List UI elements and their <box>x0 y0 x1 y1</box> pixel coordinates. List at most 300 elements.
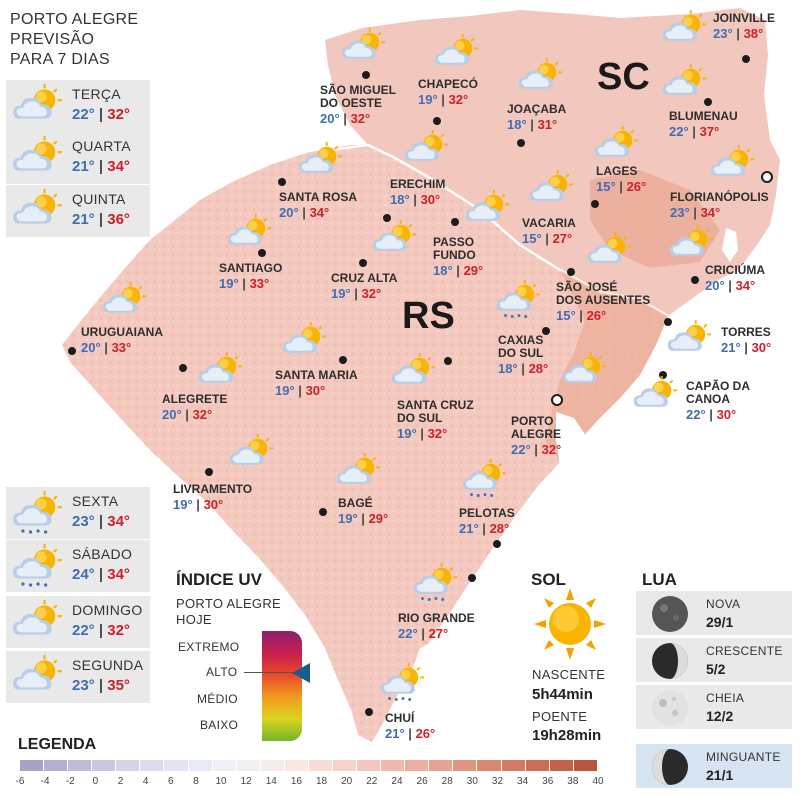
sun-cloud-icon <box>631 376 679 414</box>
city-name: CHAPECÓ <box>418 77 479 91</box>
moon-phase-name: CRESCENTE <box>706 644 783 658</box>
capital-marker <box>761 171 773 183</box>
max-temp: 26° <box>626 179 647 194</box>
sun-cloud-icon <box>196 352 244 390</box>
city-name: BLUMENAU <box>669 109 738 123</box>
city-temps <box>511 443 561 456</box>
min-temp: 22° <box>669 124 689 139</box>
city-marker <box>205 468 213 476</box>
sun-cloud-rain-icon <box>10 491 64 534</box>
city-name: ALEGRETE <box>162 392 228 406</box>
city-temps <box>705 279 765 292</box>
min-temp: 19° <box>397 426 417 441</box>
legend-tick-label: 28 <box>441 776 453 787</box>
min-temp: 22° <box>72 622 95 639</box>
min-temp: 21° <box>459 521 479 536</box>
forecast-day-3 <box>6 487 150 539</box>
city-marker <box>742 55 750 63</box>
city-temps <box>507 118 566 131</box>
city-marker <box>433 117 441 125</box>
legend-swatch <box>333 760 357 771</box>
min-temp: 20° <box>162 407 182 422</box>
temp-separator: | <box>521 361 525 376</box>
min-temp: 22° <box>686 407 706 422</box>
min-temp: 15° <box>522 231 542 246</box>
min-temp: 15° <box>556 308 576 323</box>
city-temps <box>81 341 163 354</box>
sun-cloud-icon <box>463 190 511 228</box>
city-label <box>713 12 775 40</box>
city-name: SANTIAGO <box>219 261 283 275</box>
sun-cloud-icon <box>592 126 640 164</box>
city-name: SANTA CRUZ DO SUL <box>397 398 474 425</box>
uv-title: ÍNDICE UV <box>176 570 262 589</box>
city-temps <box>433 264 483 277</box>
city-name: PELOTAS <box>459 506 515 520</box>
max-temp: 34° <box>107 566 130 583</box>
city-temps <box>398 627 475 640</box>
city-name: RIO GRANDE <box>398 611 475 625</box>
forecast-temps <box>72 566 130 583</box>
legend-swatch <box>502 760 526 771</box>
legend-swatch <box>309 760 333 771</box>
moon-phase-date: 5/2 <box>706 661 726 677</box>
city-label <box>418 78 478 106</box>
legend-swatch <box>526 760 550 771</box>
forecast-temps <box>72 106 130 123</box>
moon-phase-2 <box>636 685 792 729</box>
sun-cloud-icon <box>10 84 64 127</box>
min-temp: 19° <box>173 497 193 512</box>
temp-separator: | <box>728 278 732 293</box>
sun-title: SOL <box>531 570 566 589</box>
city-label <box>596 165 646 193</box>
max-temp: 31° <box>537 117 558 132</box>
min-temp: 18° <box>507 117 527 132</box>
city-label <box>173 483 252 511</box>
city-name: PORTO ALEGRE <box>511 414 562 441</box>
moon-phase-date: 21/1 <box>706 767 734 783</box>
city-name: CRUZ ALTA <box>331 271 398 285</box>
forecast-temps <box>72 677 130 694</box>
temp-separator: | <box>98 106 104 123</box>
forecast-day-0 <box>6 80 150 132</box>
city-temps <box>279 206 357 219</box>
forecast-day-label: SEGUNDA <box>72 657 144 673</box>
city-temps <box>275 384 358 397</box>
forecast-title <box>10 10 170 70</box>
city-label <box>507 103 566 131</box>
sun-cloud-icon <box>10 136 64 179</box>
legend-swatch <box>261 760 285 771</box>
temp-separator: | <box>420 426 424 441</box>
legend-tick-label: 32 <box>491 776 504 787</box>
max-temp: 33° <box>249 276 270 291</box>
city-label <box>320 84 396 125</box>
moon-title: LUA <box>642 570 677 589</box>
min-temp: 19° <box>219 276 239 291</box>
moon-phase-name: CHEIA <box>706 691 745 705</box>
min-temp: 18° <box>498 361 518 376</box>
sun-cloud-icon <box>100 282 148 320</box>
city-marker <box>517 139 525 147</box>
city-label <box>433 236 483 277</box>
forecast-title-line3: PARA 7 DIAS <box>10 51 110 68</box>
city-marker <box>451 218 459 226</box>
temp-separator: | <box>98 513 104 530</box>
legend-title: LEGENDA <box>18 736 97 753</box>
legend-swatch <box>285 760 309 771</box>
temp-separator: | <box>98 211 104 228</box>
min-temp: 22° <box>511 442 531 457</box>
forecast-day-6 <box>6 651 150 703</box>
max-temp: 34° <box>735 278 756 293</box>
legend-swatch <box>237 760 261 771</box>
city-temps <box>385 727 435 740</box>
min-temp: 22° <box>398 626 418 641</box>
city-temps <box>522 232 576 245</box>
legend-swatch <box>92 760 116 771</box>
city-marker <box>359 259 367 267</box>
max-temp: 30° <box>420 192 441 207</box>
temp-separator: | <box>104 340 108 355</box>
sun-cloud-icon <box>708 145 756 183</box>
city-label <box>511 415 561 456</box>
legend-tick-label: 12 <box>240 776 252 787</box>
min-temp: 21° <box>721 340 741 355</box>
max-temp: 34° <box>309 205 330 220</box>
min-temp: 20° <box>320 111 340 126</box>
max-temp: 30° <box>305 383 326 398</box>
max-temp: 28° <box>489 521 510 536</box>
forecast-temps <box>72 211 130 228</box>
temp-separator: | <box>441 92 445 107</box>
max-temp: 34° <box>107 513 130 530</box>
max-temp: 32° <box>448 92 469 107</box>
new-moon-icon <box>650 594 690 634</box>
min-temp: 20° <box>279 205 299 220</box>
legend-tick-label: 10 <box>215 776 227 787</box>
min-temp: 20° <box>705 278 725 293</box>
city-temps <box>556 309 650 322</box>
sun-cloud-icon <box>227 434 275 472</box>
temp-separator: | <box>744 340 748 355</box>
max-temp: 28° <box>528 361 549 376</box>
city-marker <box>591 200 599 208</box>
moon-phase-date: 12/2 <box>706 708 734 724</box>
uv-level-extremo: EXTREMO <box>178 640 240 654</box>
forecast-day-label: SÁBADO <box>72 546 133 562</box>
city-label <box>705 264 765 292</box>
legend-swatch <box>550 760 574 771</box>
sun-cloud-icon <box>585 232 633 270</box>
city-temps <box>397 427 474 440</box>
moon-phase-3 <box>636 744 792 788</box>
max-temp: 36° <box>107 211 130 228</box>
legend-tick-label: 40 <box>592 776 604 787</box>
state-label-sc: SC <box>597 56 650 98</box>
min-temp: 15° <box>596 179 616 194</box>
sun-cloud-rain-icon <box>494 280 542 318</box>
forecast-temps <box>72 158 130 175</box>
forecast-day-1 <box>6 132 150 184</box>
max-temp: 33° <box>111 340 132 355</box>
forecast-day-label: QUINTA <box>72 191 126 207</box>
city-label <box>670 191 769 219</box>
max-temp: 29° <box>463 263 484 278</box>
state-label-rs: RS <box>402 295 455 337</box>
min-temp: 23° <box>713 26 733 41</box>
temp-separator: | <box>530 117 534 132</box>
city-temps <box>686 408 750 421</box>
city-label <box>385 712 435 740</box>
sun-cloud-icon <box>296 142 344 180</box>
legend-swatch <box>213 760 237 771</box>
city-label <box>81 326 163 354</box>
city-temps <box>498 362 548 375</box>
city-name: TORRES <box>721 325 771 339</box>
city-label <box>498 334 548 375</box>
city-name: SANTA ROSA <box>279 190 357 204</box>
forecast-day-label: TERÇA <box>72 86 121 102</box>
max-temp: 29° <box>368 511 389 526</box>
sun-cloud-icon <box>527 170 575 208</box>
city-marker <box>444 357 452 365</box>
city-temps <box>418 93 478 106</box>
uv-subtitle: PORTO ALEGRE HOJE <box>176 596 281 627</box>
sun-cloud-icon <box>334 453 382 491</box>
uv-indicator-line <box>244 672 294 673</box>
max-temp: 32° <box>361 286 382 301</box>
city-temps <box>173 498 252 511</box>
sun-cloud-icon <box>225 214 273 252</box>
max-temp: 27° <box>428 626 449 641</box>
temp-separator: | <box>354 286 358 301</box>
city-label <box>522 217 576 245</box>
sun-cloud-icon <box>660 64 708 102</box>
sun-cloud-icon <box>389 353 437 391</box>
legend-tick-label: 4 <box>142 776 149 787</box>
min-temp: 21° <box>72 158 95 175</box>
sun-cloud-icon <box>432 34 480 72</box>
sun-cloud-icon <box>667 225 715 263</box>
moon-phase-date: 29/1 <box>706 614 734 630</box>
min-temp: 19° <box>338 511 358 526</box>
city-label <box>686 380 750 421</box>
legend-swatch <box>574 760 598 771</box>
temp-separator: | <box>196 497 200 512</box>
max-temp: 32° <box>541 442 562 457</box>
legend-swatch <box>405 760 429 771</box>
city-name: URUGUAIANA <box>81 325 163 339</box>
forecast-day-5 <box>6 596 150 648</box>
city-label <box>331 272 397 300</box>
uv-pointer-icon <box>292 663 310 683</box>
city-label <box>398 612 475 640</box>
legend-swatch <box>140 760 164 771</box>
temp-separator: | <box>456 263 460 278</box>
max-temp: 34° <box>700 205 721 220</box>
min-temp: 22° <box>72 106 95 123</box>
legend-tick-label: 6 <box>168 776 174 787</box>
legend-color-scale <box>20 760 598 771</box>
temp-separator: | <box>736 26 740 41</box>
temp-separator: | <box>185 407 189 422</box>
max-temp: 30° <box>203 497 224 512</box>
legend-tick-label: -6 <box>15 776 25 787</box>
temp-separator: | <box>619 179 623 194</box>
temp-separator: | <box>98 622 104 639</box>
temp-separator: | <box>692 124 696 139</box>
legend-swatch <box>116 760 140 771</box>
max-temp: 27° <box>552 231 573 246</box>
moon-phase-0 <box>636 591 792 635</box>
city-name: ERECHIM <box>390 177 446 191</box>
max-temp: 32° <box>107 106 130 123</box>
full-moon-icon <box>650 688 690 728</box>
legend-tick-label: 38 <box>567 776 579 787</box>
legend-swatch <box>44 760 68 771</box>
min-temp: 24° <box>72 566 95 583</box>
city-marker <box>691 276 699 284</box>
max-temp: 30° <box>751 340 772 355</box>
city-label <box>219 262 282 290</box>
moon-phase-1 <box>636 638 792 682</box>
sun-cloud-rain-icon <box>378 663 426 701</box>
forecast-title-line1: PORTO ALEGRE <box>10 11 139 28</box>
temp-separator: | <box>534 442 538 457</box>
forecast-day-4 <box>6 540 150 592</box>
legend-swatch <box>164 760 188 771</box>
city-temps <box>331 287 397 300</box>
temp-separator: | <box>545 231 549 246</box>
city-marker <box>493 540 501 548</box>
max-temp: 37° <box>699 124 720 139</box>
waning-moon-icon <box>650 747 690 787</box>
moon-phase-name: MINGUANTE <box>706 750 781 764</box>
city-label <box>390 178 445 206</box>
sun-cloud-icon <box>280 322 328 360</box>
min-temp: 18° <box>433 263 453 278</box>
temp-separator: | <box>408 726 412 741</box>
city-name: CHUÍ <box>385 711 415 725</box>
city-label <box>556 281 650 322</box>
max-temp: 32° <box>350 111 371 126</box>
temp-separator: | <box>242 276 246 291</box>
city-name: LIVRAMENTO <box>173 482 253 496</box>
city-name: JOAÇABA <box>507 102 567 116</box>
min-temp: 19° <box>275 383 295 398</box>
city-label <box>338 497 388 525</box>
forecast-day-label: SEXTA <box>72 493 119 509</box>
legend-tick-label: 24 <box>391 776 403 787</box>
legend-swatch <box>453 760 477 771</box>
city-marker <box>362 71 370 79</box>
waxing-moon-icon <box>650 641 690 681</box>
temp-separator: | <box>709 407 713 422</box>
city-temps <box>713 27 775 40</box>
city-label <box>459 507 515 535</box>
city-label <box>162 393 227 421</box>
legend-tick-label: 0 <box>92 776 99 787</box>
city-temps <box>162 408 227 421</box>
city-marker <box>319 508 327 516</box>
city-name: CRICIÚMA <box>705 263 765 277</box>
city-label <box>279 191 357 219</box>
legend-swatch <box>189 760 213 771</box>
city-name: SÃO JOSÉ DOS AUSENTES <box>556 280 651 307</box>
min-temp: 23° <box>670 205 690 220</box>
max-temp: 32° <box>107 622 130 639</box>
sun-cloud-icon <box>660 10 708 48</box>
min-temp: 21° <box>72 211 95 228</box>
city-label <box>721 326 771 354</box>
legend-tick-label: -4 <box>40 776 50 787</box>
sun-cloud-icon <box>402 130 450 168</box>
city-marker <box>567 268 575 276</box>
city-marker <box>179 364 187 372</box>
city-marker <box>278 178 286 186</box>
min-temp: 18° <box>390 192 410 207</box>
temp-separator: | <box>298 383 302 398</box>
temp-separator: | <box>482 521 486 536</box>
temp-separator: | <box>98 566 104 583</box>
forecast-temps <box>72 513 130 530</box>
max-temp: 32° <box>427 426 448 441</box>
sunrise-label: NASCENTE <box>532 667 606 682</box>
moon-phase-name: NOVA <box>706 597 741 611</box>
temp-separator: | <box>361 511 365 526</box>
legend-swatch <box>381 760 405 771</box>
uv-level-medio: MÉDIO <box>197 692 238 706</box>
city-marker <box>365 708 373 716</box>
max-temp: 34° <box>107 158 130 175</box>
min-temp: 21° <box>385 726 405 741</box>
min-temp: 23° <box>72 677 95 694</box>
city-name: FLORIANÓPOLIS <box>670 190 769 204</box>
min-temp: 19° <box>418 92 438 107</box>
temp-separator: | <box>98 677 104 694</box>
city-name: PASSO FUNDO <box>433 235 476 262</box>
max-temp: 26° <box>586 308 607 323</box>
legend-tick-label: 20 <box>341 776 353 787</box>
city-temps <box>670 206 769 219</box>
city-name: SÃO MIGUEL DO OESTE <box>320 83 397 110</box>
min-temp: 20° <box>81 340 101 355</box>
temp-separator: | <box>579 308 583 323</box>
legend-tick-label: 16 <box>290 776 302 787</box>
city-label <box>669 110 738 138</box>
city-marker <box>68 347 76 355</box>
city-temps <box>219 277 282 290</box>
sun-cloud-icon <box>516 58 564 96</box>
sun-cloud-icon <box>370 220 418 258</box>
legend-tick-label: 36 <box>542 776 554 787</box>
min-temp: 19° <box>331 286 351 301</box>
city-label <box>275 369 358 397</box>
city-marker <box>468 574 476 582</box>
city-temps <box>721 341 771 354</box>
temp-separator: | <box>413 192 417 207</box>
forecast-day-label: QUARTA <box>72 138 131 154</box>
city-name: SANTA MARIA <box>275 368 358 382</box>
city-temps <box>390 193 445 206</box>
legend-tick-label: 14 <box>265 776 277 787</box>
sun-cloud-icon <box>10 600 64 643</box>
city-temps <box>459 522 515 535</box>
city-marker <box>339 356 347 364</box>
uv-gradient-bar <box>262 631 302 741</box>
